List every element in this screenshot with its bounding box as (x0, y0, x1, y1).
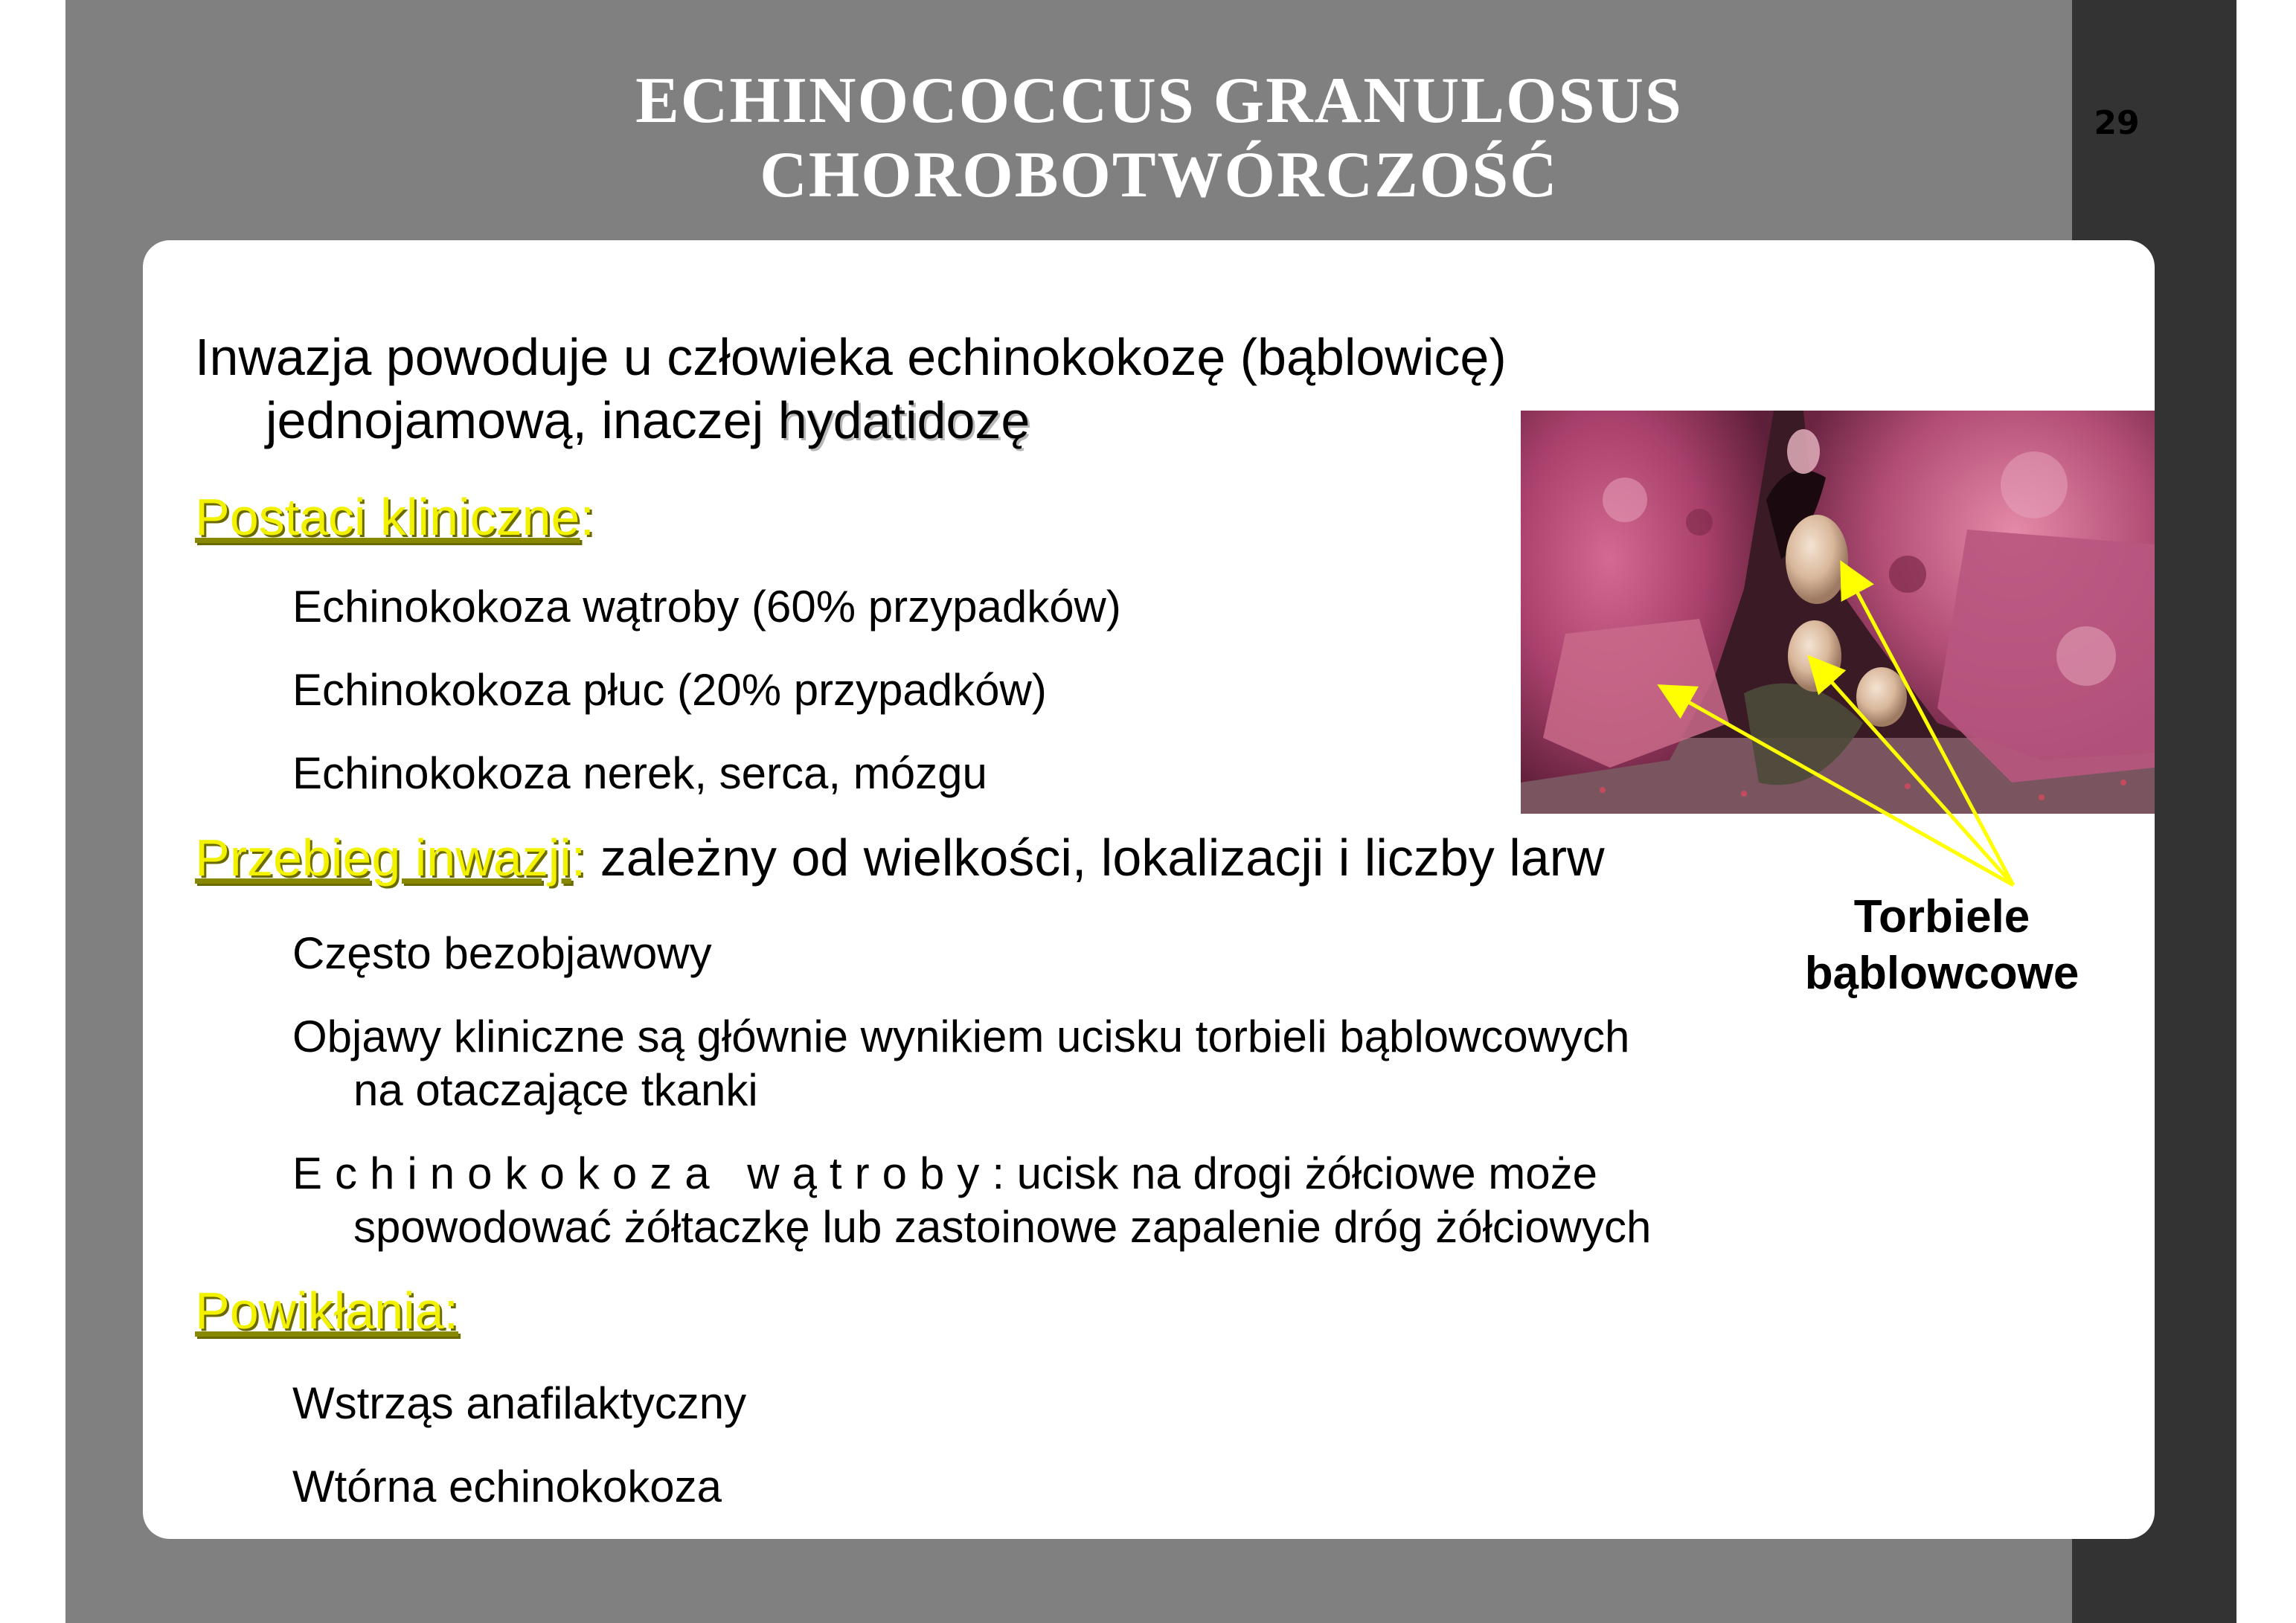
photo-caption-line2: bąblowcowe (1804, 948, 2079, 999)
clinical-forms-heading-text: Postaci kliniczne (195, 488, 580, 546)
slide-title (65, 64, 2253, 213)
clinical-form-item: Echinokokoza płuc (20% przypadków) (292, 665, 1047, 715)
clinical-forms-heading (195, 487, 594, 547)
course-item-spaced-text: Echinokokoza wątroby (292, 1148, 993, 1198)
photo-caption-line1: Torbiele (1853, 891, 2030, 942)
course-item-rest-text: : ucisk na drogi żółciowe może (992, 1148, 1598, 1198)
intro-line1: Inwazja powoduje u człowieka echinokokozę (bąblowicę) (195, 328, 1507, 386)
course-item: Objawy kliniczne są głównie wynikiem ucisku torbieli bąblowcowych (292, 1012, 1630, 1061)
course-heading-line (195, 828, 1605, 887)
photo-caption (1778, 889, 2106, 1002)
intro-line2 (266, 391, 1030, 450)
course-item: Często bezobjawowy (292, 928, 712, 978)
slide-number: 29 (2094, 104, 2140, 142)
course-description: zależny od wielkości, lokalizacji i liczby larw (586, 829, 1605, 887)
course-heading-colon: : (571, 829, 586, 887)
hydatid-cyst-photo (1521, 411, 2155, 814)
course-item (292, 1147, 1597, 1201)
clinical-form-item: Echinokokoza nerek, serca, mózgu (292, 748, 987, 798)
hydatidosis-highlight: hydatidozę (777, 391, 1030, 449)
clinical-form-item: Echinokokoza wątroby (60% przypadków) (292, 582, 1121, 631)
clinical-forms-heading-colon: : (580, 488, 594, 546)
course-heading-text: Przebieg inwazji (195, 829, 571, 887)
slide-title-line1: ECHINOCOCCUS GRANULOSUS (635, 65, 1683, 137)
intro-line2-prefix: jednojamową, inaczej (266, 391, 778, 449)
course-item-continuation: na otaczające tkanki (353, 1065, 758, 1115)
course-item-continuation: spowodować żółtaczkę lub zastoinowe zapalenie dróg żółciowych (353, 1202, 1652, 1252)
complication-item: Wtórna echinokokoza (292, 1462, 722, 1511)
complication-item: Wstrząs anafilaktyczny (292, 1378, 747, 1428)
complications-heading (195, 1281, 458, 1340)
slide-title-line2: CHOROBOTWÓRCZOŚĆ (760, 139, 1559, 211)
complications-heading-text: Powikłania: (195, 1282, 459, 1340)
